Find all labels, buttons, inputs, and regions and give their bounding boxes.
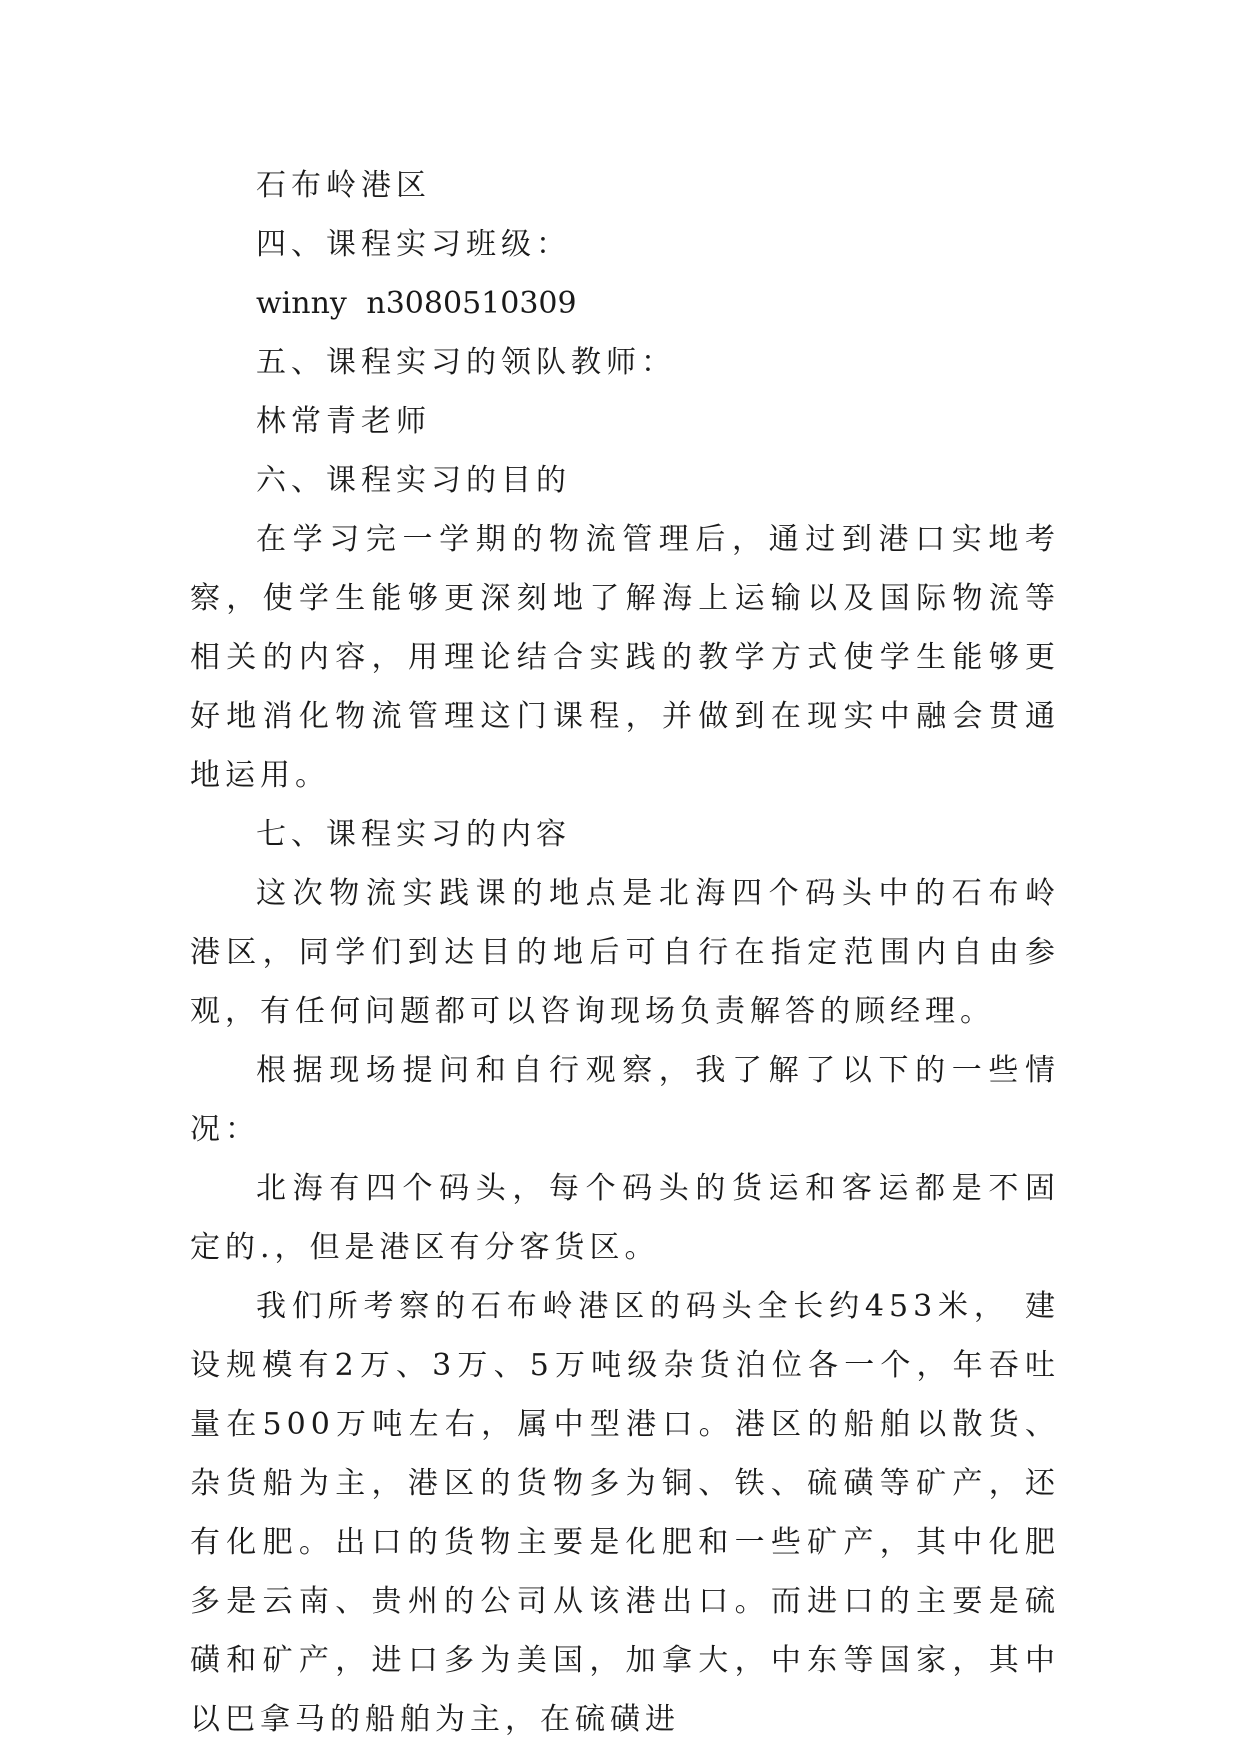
heading-internship-class: 四、课程实习班级： xyxy=(256,227,571,262)
document-body xyxy=(190,156,1060,1749)
paragraph-observations-intro: 根据现场提问和自行观察，我了解了以下的一些情况： xyxy=(190,1053,1060,1147)
heading-internship-content: 七、课程实习的内容 xyxy=(256,817,571,852)
paragraph-port-area: 石布岭港区 xyxy=(256,168,431,203)
paragraph-purpose: 在学习完一学期的物流管理后，通过到港口实地考察，使学生能够更深刻地了解海上运输以及国际物流等相关的内容，用理论结合实践的教学方式使学生能够更好地消化物流管理这门课程，并做到在现实中融会贯通地运用。 xyxy=(190,522,1060,793)
paragraph-port-details: 我们所考察的石布岭港区的码头全长约453米， 建设规模有2万、3万、5万吨级杂货泊位各一个，年吞吐量在500万吨左右，属中型港口。港区的船舶以散货、杂货船为主，港区的货物多为铜、铁、硫磺等矿产，还有化肥。出口的货物主要是化肥和一些矿产，其中化肥多是云南、贵州的公司从该港出口。而进口的主要是硫磺和矿产，进口多为美国，加拿大，中东等国家，其中以巴拿马的船舶为主，在硫磺进 xyxy=(190,1289,1060,1737)
paragraph-location: 这次物流实践课的地点是北海四个码头中的石布岭港区，同学们到达目的地后可自行在指定范围内自由参观，有任何问题都可以咨询现场负责解答的顾经理。 xyxy=(190,876,1060,1029)
paragraph-class-id: winny n3080510309 xyxy=(256,286,577,321)
heading-lead-teacher: 五、课程实习的领队教师： xyxy=(256,345,676,380)
paragraph-teacher-name: 林常青老师 xyxy=(256,404,431,439)
paragraph-four-docks: 北海有四个码头，每个码头的货运和客运都是不固定的.，但是港区有分客货区。 xyxy=(190,1171,1060,1265)
heading-internship-purpose: 六、课程实习的目的 xyxy=(256,463,571,498)
